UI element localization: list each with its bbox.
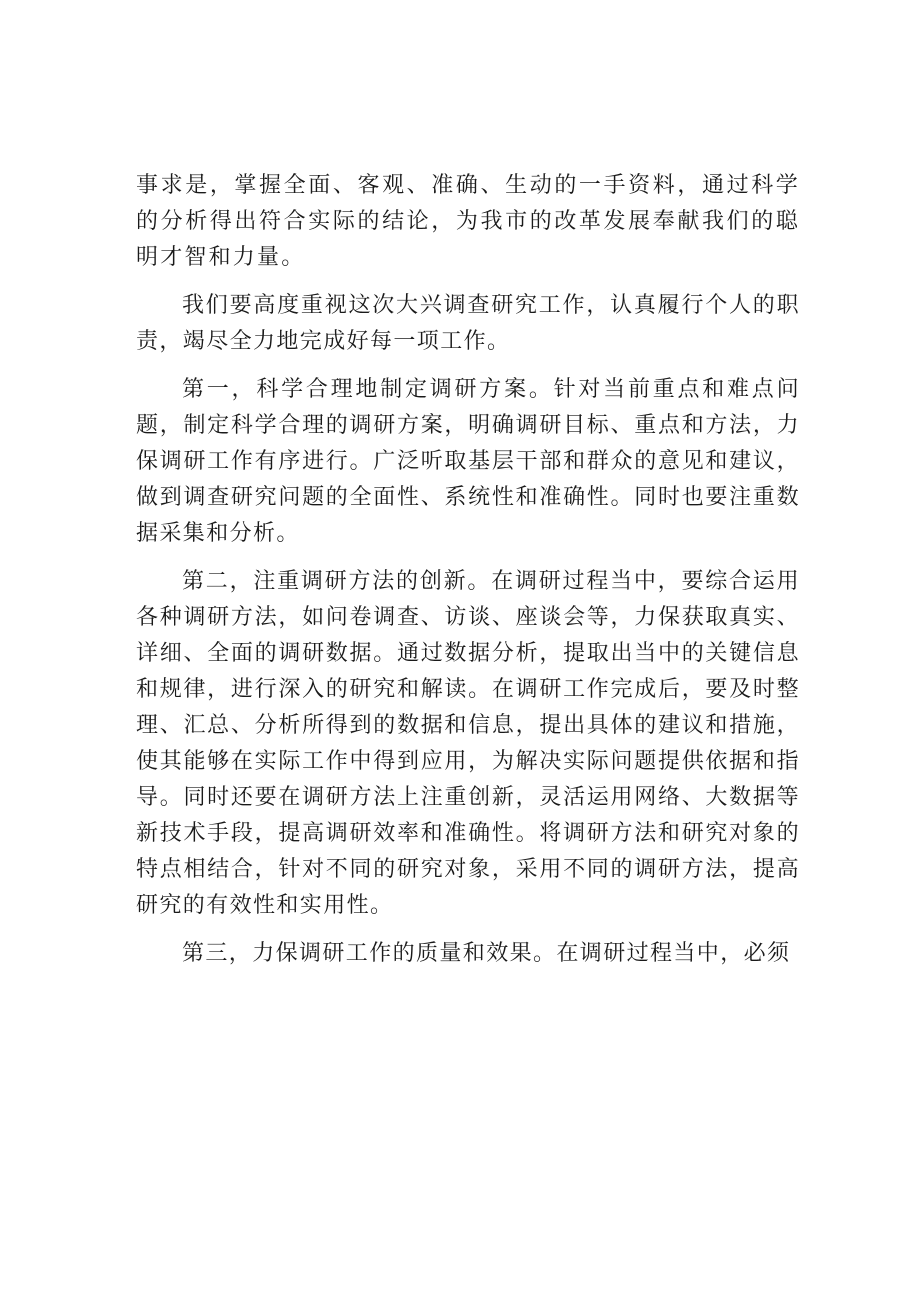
paragraph-point-one: 第一，科学合理地制定调研方案。针对当前重点和难点问题，制定科学合理的调研方案，明确调研目标、重点和方法，力保调研工作有序进行。广泛听取基层干部和群众的意见和建议，做到调查研究问题的全面性、系统性和准确性。同时也要注重数据采集和分析。	[136, 377, 800, 546]
paragraph-point-three: 第三，力保调研工作的质量和效果。在调研过程当中，必须	[182, 941, 791, 966]
document-body	[136, 168, 800, 984]
paragraph-intro: 我们要高度重视这次大兴调查研究工作，认真履行个人的职责，竭尽全力地完成好每一项工作。	[136, 293, 800, 354]
paragraph-point-two: 第二，注重调研方法的创新。在调研过程当中，要综合运用各种调研方法，如问卷调查、访谈、座谈会等，力保获取真实、详细、全面的调研数据。通过数据分析，提取出当中的关键信息和规律，进行深入的研究和解读。在调研工作完成后，要及时整理、汇总、分析所得到的数据和信息，提出具体的建议和措施，使其能够在实际工作中得到应用，为解决实际问题提供依据和指导。同时还要在调研方法上注重创新，灵活运用网络、大数据等新技术手段，提高调研效率和准确性。将调研方法和研究对象的特点相结合，针对不同的研究对象，采用不同的调研方法，提高研究的有效性和实用性。	[136, 569, 800, 918]
paragraph-continuation: 事求是，掌握全面、客观、准确、生动的一手资料，通过科学的分析得出符合实际的结论，为我市的改革发展奉献我们的聪明才智和力量。	[136, 173, 800, 270]
